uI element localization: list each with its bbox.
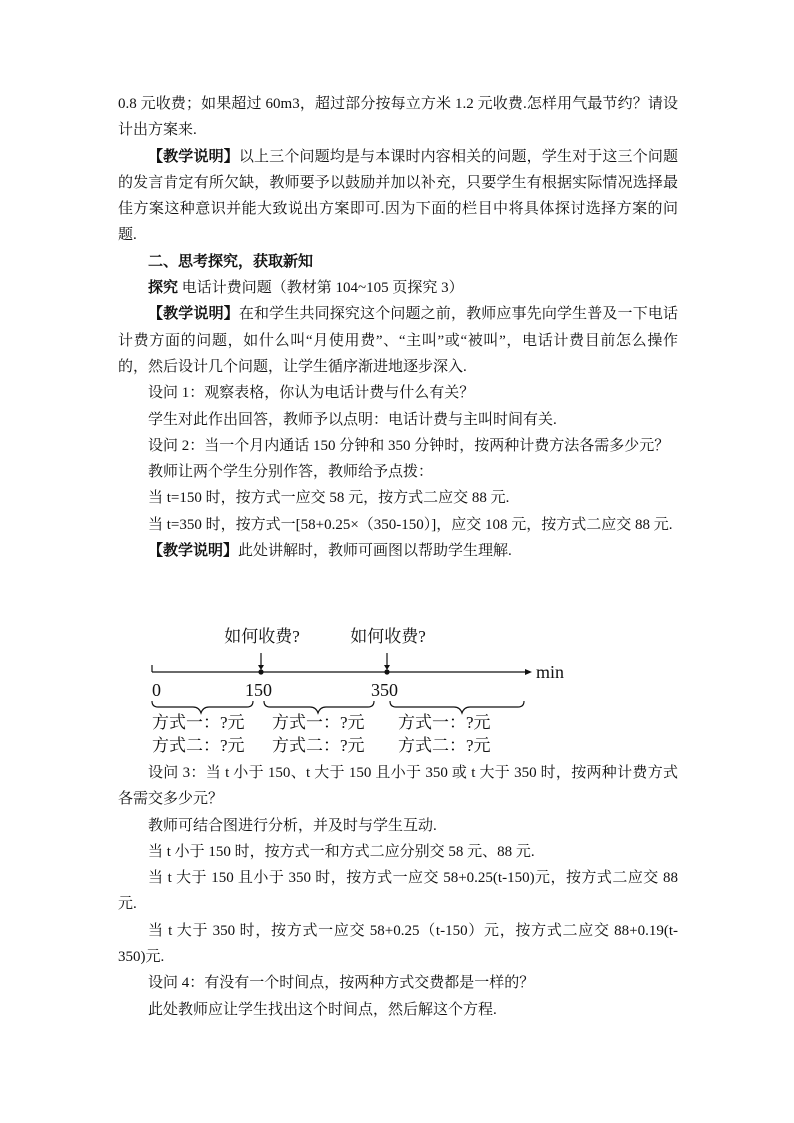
note-label: 【教学说明】 bbox=[148, 148, 239, 165]
paragraph-gas-question: 0.8 元收费；如果超过 60m3，超过部分按每立方米 1.2 元收费.怎样用气最节约？请设计出方案来. bbox=[118, 96, 678, 139]
note-label: 【教学说明】 bbox=[148, 306, 239, 323]
note-text: 以上三个问题均是与本课时内容相关的问题，学生对于这三个问题的发言肯定有所欠缺，教师要予以鼓励并加以补充，只要学生有根据实际情况选择最佳方案这种意识并能大致说出方案即可.因为下面的栏目中将具体探讨选择方案的问题. bbox=[118, 148, 678, 244]
paragraph: 教师让两个学生分别作答，教师给予点拨： bbox=[148, 464, 434, 481]
question-label-150: 如何收费? bbox=[224, 627, 300, 646]
tick-0: 0 bbox=[152, 680, 161, 700]
axis bbox=[152, 653, 525, 713]
segment-3-line1: 方式一：?元 bbox=[398, 713, 491, 732]
question-1: 设问 1：观察表格，你认为电话计费与什么有关？ bbox=[148, 385, 475, 402]
paragraph: 当 t=150 时，按方式一应交 58 元，按方式二应交 88 元. bbox=[148, 490, 510, 507]
axis-unit: min bbox=[536, 662, 565, 682]
answer-1: 学生对此作出回答，教师予以点明：电话计费与主叫时间有关. bbox=[148, 411, 557, 428]
axis-arrow-icon bbox=[525, 669, 532, 675]
paragraph: 此处教师应让学生找出这个时间点，然后解这个方程. bbox=[148, 1001, 497, 1018]
question-2: 设问 2：当一个月内通话 150 分钟和 350 分钟时，按两种计费方法各需多少元？ bbox=[148, 437, 670, 454]
paragraph: 教师可结合图进行分析，并及时与学生互动. bbox=[148, 817, 437, 834]
text-block-top bbox=[118, 91, 678, 564]
explore-title bbox=[118, 275, 678, 301]
number-line-diagram bbox=[140, 615, 590, 760]
explore-label: 探究 bbox=[148, 280, 179, 297]
note-label: 【教学说明】 bbox=[148, 543, 239, 560]
segment-1-line2: 方式二：?元 bbox=[152, 736, 245, 755]
tick-150: 150 bbox=[245, 680, 272, 700]
down-arrow-icon bbox=[258, 665, 264, 670]
point-150 bbox=[258, 669, 263, 674]
point-350 bbox=[384, 669, 389, 674]
segment-3-line2: 方式二：?元 bbox=[398, 736, 491, 755]
paragraph: 当 t=350 时，按方式一[58+0.25×（350-150）]，应交 108 元，按方式二应交 88 元. bbox=[148, 516, 673, 533]
question-4: 设问 4：有没有一个时间点，按两种方式交费都是一样的？ bbox=[148, 975, 535, 992]
note-text: 此处讲解时，教师可画图以帮助学生理解. bbox=[238, 543, 512, 560]
teaching-note-3 bbox=[118, 538, 678, 564]
question-label-350: 如何收费? bbox=[350, 627, 426, 646]
section-heading: 二、思考探究，获取新知 bbox=[148, 253, 314, 270]
down-arrow-icon bbox=[384, 665, 390, 670]
paragraph: 当 t 小于 150 时，按方式一和方式二应分别交 58 元、88 元. bbox=[148, 843, 535, 860]
text-block-bottom bbox=[118, 760, 678, 1023]
segment-1-line1: 方式一：?元 bbox=[152, 713, 245, 732]
teaching-note-2 bbox=[118, 301, 678, 380]
segment-2-line2: 方式二：?元 bbox=[272, 736, 365, 755]
tick-350: 350 bbox=[371, 680, 398, 700]
paragraph: 当 t 大于 150 且小于 350 时，按方式一应交 58+0.25(t-150)元，按方式二应交 88 元. bbox=[118, 870, 678, 913]
paragraph: 当 t 大于 350 时，按方式一应交 58+0.25（t-150）元，按方式二应交 88+0.19(t-350)元. bbox=[118, 922, 678, 966]
teaching-note-1 bbox=[118, 144, 678, 249]
explore-text: 电话计费问题（教材第 104~105 页探究 3） bbox=[178, 280, 464, 297]
question-3: 设问 3：当 t 小于 150、t 大于 150 且小于 350 或 t 大于 350 时，按两种计费方式各需交多少元？ bbox=[118, 765, 678, 808]
arrows bbox=[258, 665, 532, 675]
segment-2-line1: 方式一：?元 bbox=[272, 713, 365, 732]
note-text: 在和学生共同探究这个问题之前，教师应事先向学生普及一下电话计费方面的问题，如什么叫“月使用费”、“主叫”或“被叫”，电话计费目前怎么操作的，然后设计几个问题，让学生循序渐进地逐步深入. bbox=[118, 306, 678, 375]
